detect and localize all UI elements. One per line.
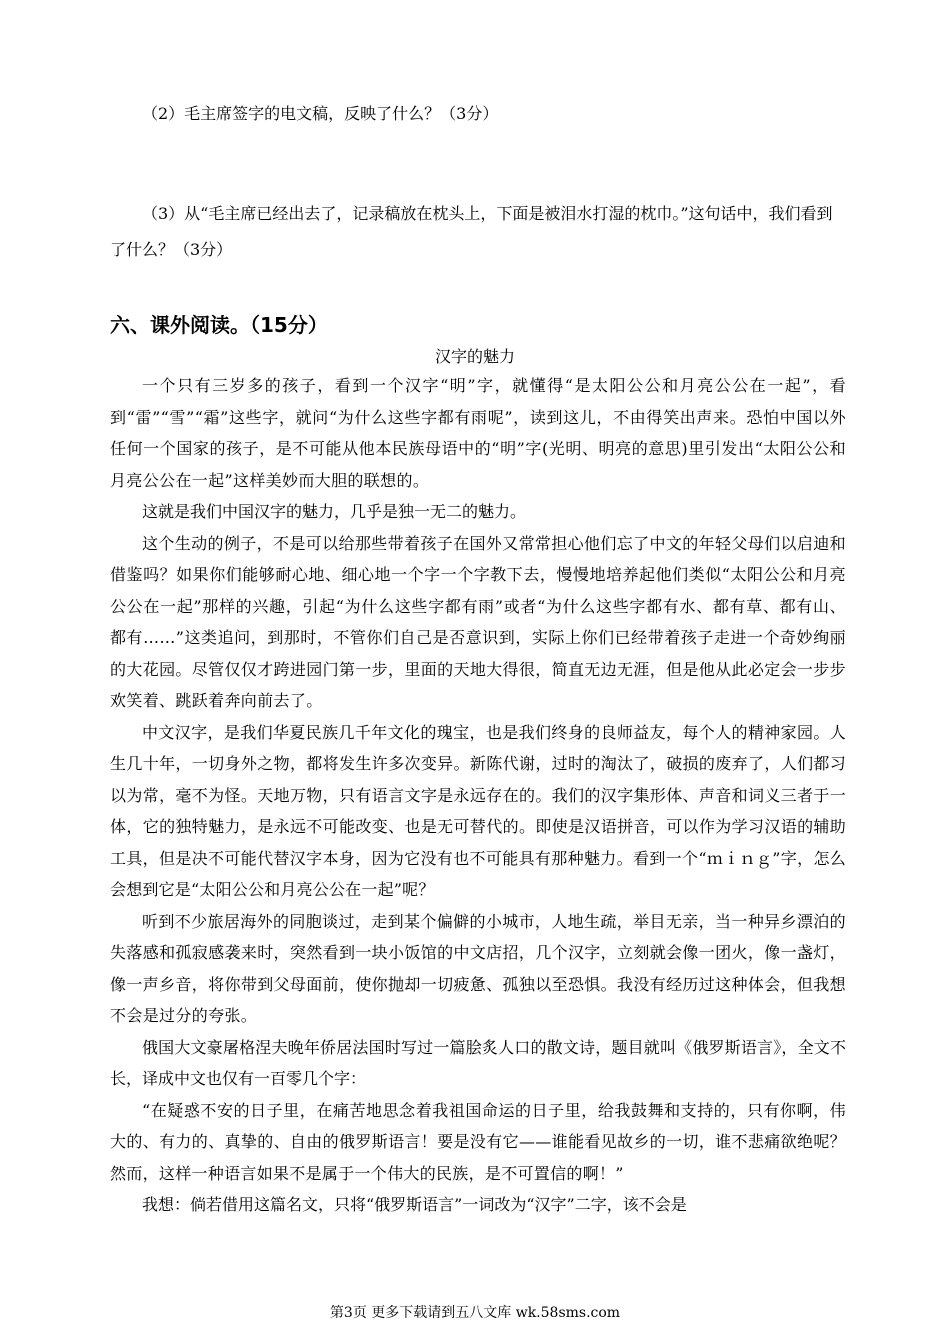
- paragraph-4: 中文汉字，是我们华夏民族几千年文化的瑰宝，也是我们终身的良师益友，每个人的精神家园。人生几十年，一切身外之物，都将发生许多次变异。新陈代谢，过时的淘汰了，破损的废弃了，人们都习以为常，毫不为怪。天地万物，只有语言文字是永远存在的。我们的汉字集形体、声音和词义三者于一体，它的独特魅力，是永远不可能改变、也是无可替代的。即使是汉语拼音，可以作为学习汉语的辅助工具，但是决不可能代替汉字本身，因为它没有也不可能具有那种魅力。看到一个“ｍｉｎｇ”字，怎么会想到它是“太阳公公和月亮公公在一起”呢？: [110, 722, 846, 899]
- paragraph-8: 我想：倘若借用这篇名文，只将“俄罗斯语言”一词改为“汉字”二字，该不会是: [142, 1195, 687, 1214]
- article-body: [110, 370, 846, 1221]
- paragraph-1: 一个只有三岁多的孩子，看到一个汉字“明”字，就懂得“是太阳公公和月亮公公在一起”，看到“雷”“雪”“霜”这些字，就问“为什么这些字都有雨呢”，读到这儿，不由得笑出声来。恐怕中国以外任何一个国家的孩子，是不可能从他本民族母语中的“明”字(光明、明亮的意思)里引发出“太阳公公和月亮公公在一起”这样美妙而大胆的联想的。: [110, 376, 846, 490]
- article-title: 汉字的魅力: [434, 347, 515, 366]
- paragraph-7: “在疑惑不安的日子里，在痛苦地思念着我祖国命运的日子里，给我鼓舞和支持的，只有你啊，伟大的、有力的、真挚的、自由的俄罗斯语言！要是没有它——谁能看见故乡的一切，谁不悲痛欲绝呢？然而，这样一种语言如果不是属于一个伟大的民族，是不可置信的啊！”: [110, 1100, 846, 1183]
- paragraph-3: 这个生动的例子，不是可以给那些带着孩子在国外又常常担心他们忘了中文的年轻父母们以启迪和借鉴吗？如果你们能够耐心地、细心地一个字一个字教下去，慢慢地培养起他们类似“太阳公公和月亮公公在一起”那样的兴趣，引起“为什么这些字都有雨”或者“为什么这些字都有水、都有草、都有山、都有……”这类追问，到那时，不管你们自己是否意识到，实际上你们已经带着孩子走进一个奇妙绚丽的大花园。尽管仅仅才跨进园门第一步，里面的天地大得很，简直无边无涯，但是他从此必定会一步步欢笑着、跳跃着奔向前去了。: [110, 533, 846, 710]
- paragraph-6: 俄国大文豪屠格涅夫晚年侨居法国时写过一篇脍炙人口的散文诗，题目就叫《俄罗斯语言》，全文不长，译成中文也仅有一百零几个字：: [110, 1037, 846, 1088]
- paragraph-5: 听到不少旅居海外的同胞谈过，走到某个偏僻的小城市，人地生疏，举目无亲，当一种异乡漂泊的失落感和孤寂感袭来时，突然看到一块小饭馆的中文店招，几个汉字，立刻就会像一团火，像一盏灯，像一声乡音，将你带到父母面前，使你抛却一切疲惫、孤独以至恐惧。我没有经历过这种体会，但我想不会是过分的夸张。: [110, 911, 846, 1025]
- page-footer: 第3页 更多下载请到五八文库 wk.58sms.com: [329, 1305, 621, 1321]
- question-3: （3）从“毛主席已经出去了，记录稿放在枕头上，下面是被泪水打湿的枕巾。”这句话中，我们看到了什么？（3分）: [110, 204, 833, 259]
- paragraph-2: 这就是我们中国汉字的魅力，几乎是独一无二的魅力。: [142, 502, 527, 521]
- question-2: （2）毛主席签字的电文稿，反映了什么？（3分）: [142, 104, 499, 123]
- section-heading: 六、课外阅读。（15分）: [110, 313, 328, 337]
